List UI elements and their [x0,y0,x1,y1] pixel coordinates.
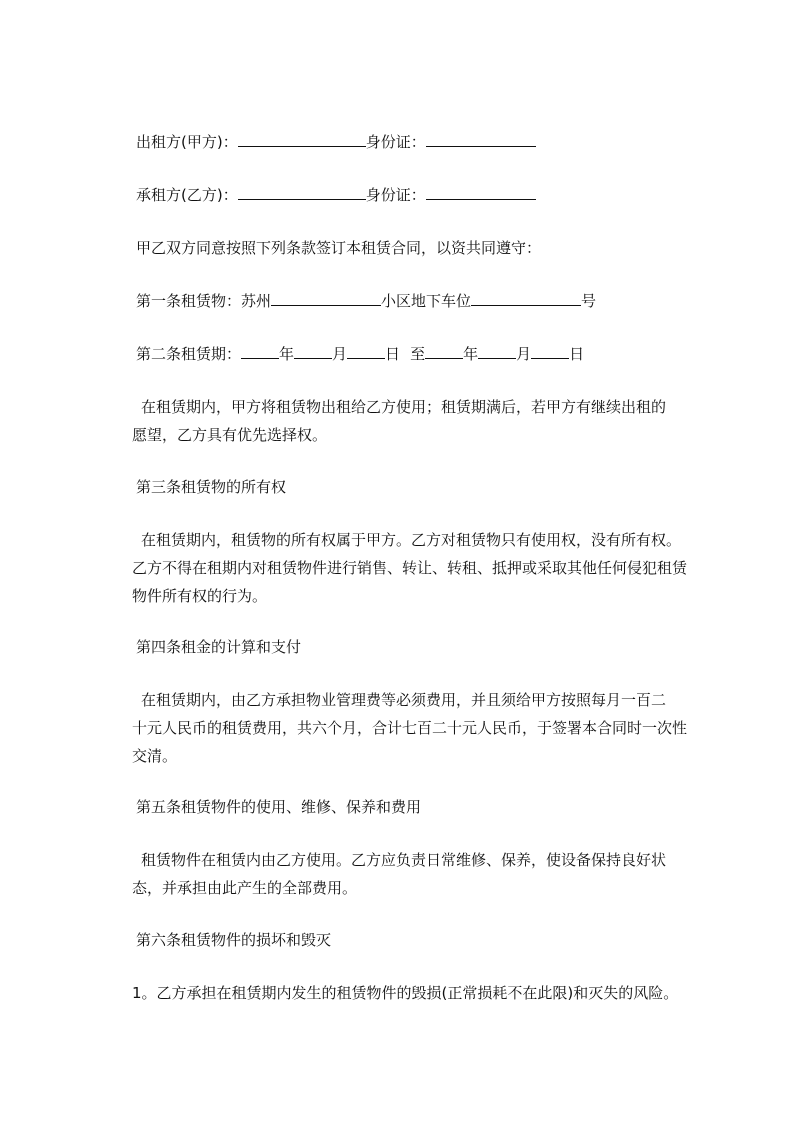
article6-item1: 1。乙方承担在租赁期内发生的租赁物件的毁损(正常损耗不在此限)和灭失的风险。 [132,984,679,1002]
end-day-blank[interactable] [531,343,569,359]
start-year-blank[interactable] [241,343,279,359]
article4-heading: 第四条租金的计算和支付 [136,638,302,656]
lessee-id-label: 身份证： [365,186,426,204]
article3-line1: 在租赁期内，租赁物的所有权属于甲方。乙方对租赁物只有使用权，没有所有权。 [141,531,682,549]
lessor-id-blank[interactable] [426,131,536,147]
article2-para-line2: 愿望，乙方具有优先选择权。 [132,426,328,444]
day-label: 日 [385,345,401,363]
end-year-blank[interactable] [425,343,463,359]
intro-text: 甲乙双方同意按照下列条款签订本租赁合同，以资共同遵守： [136,239,542,257]
community-blank[interactable] [271,290,381,306]
article2-prefix: 第二条租赁期： [136,345,242,363]
article1-line [136,290,596,312]
to-label: 至 [410,345,426,363]
article2-para-line1: 在租赁期内，甲方将租赁物出租给乙方使用；租赁期满后，若甲方有继续出租的 [141,398,667,416]
month-label: 月 [516,345,532,363]
lessee-name-blank[interactable] [238,184,366,200]
article5-line2: 态，并承担由此产生的全部费用。 [132,879,358,897]
article3-heading: 第三条租赁物的所有权 [136,478,287,496]
lessee-id-blank[interactable] [426,184,536,200]
lessor-name-blank[interactable] [238,131,366,147]
article5-line1: 租赁物件在租赁内由乙方使用。乙方应负责日常维修、保养，使设备保持良好状 [141,851,667,869]
year-label: 年 [279,345,295,363]
article4-line2: 十元人民币的租赁费用，共六个月，合计七百二十元人民币，于签署本合同时一次性 [132,719,688,737]
day-label: 日 [569,345,585,363]
article1-suffix: 号 [581,292,597,310]
lessee-line [136,184,536,206]
month-label: 月 [332,345,348,363]
article1-mid: 小区地下车位 [381,292,472,310]
end-month-blank[interactable] [478,343,516,359]
article4-line3: 交清。 [132,747,178,765]
article5-heading: 第五条租赁物件的使用、维修、保养和费用 [136,798,422,816]
article4-line1: 在租赁期内，由乙方承担物业管理费等必须费用，并且须给甲方按照每月一百二 [141,691,667,709]
space-number-blank[interactable] [471,290,581,306]
year-label: 年 [463,345,479,363]
start-month-blank[interactable] [294,343,332,359]
article6-heading: 第六条租赁物件的损坏和毁灭 [136,931,332,949]
start-day-blank[interactable] [347,343,385,359]
article2-line [136,343,584,365]
lessor-label: 出租方(甲方)： [136,133,238,151]
article3-line3: 物件所有权的行为。 [132,587,268,605]
lessor-line [136,131,536,153]
lessor-id-label: 身份证： [365,133,426,151]
lessee-label: 承租方(乙方)： [136,186,238,204]
article1-prefix: 第一条租赁物：苏州 [136,292,272,310]
article3-line2: 乙方不得在租期内对租赁物件进行销售、转让、转租、抵押或采取其他任何侵犯租赁 [132,559,688,577]
